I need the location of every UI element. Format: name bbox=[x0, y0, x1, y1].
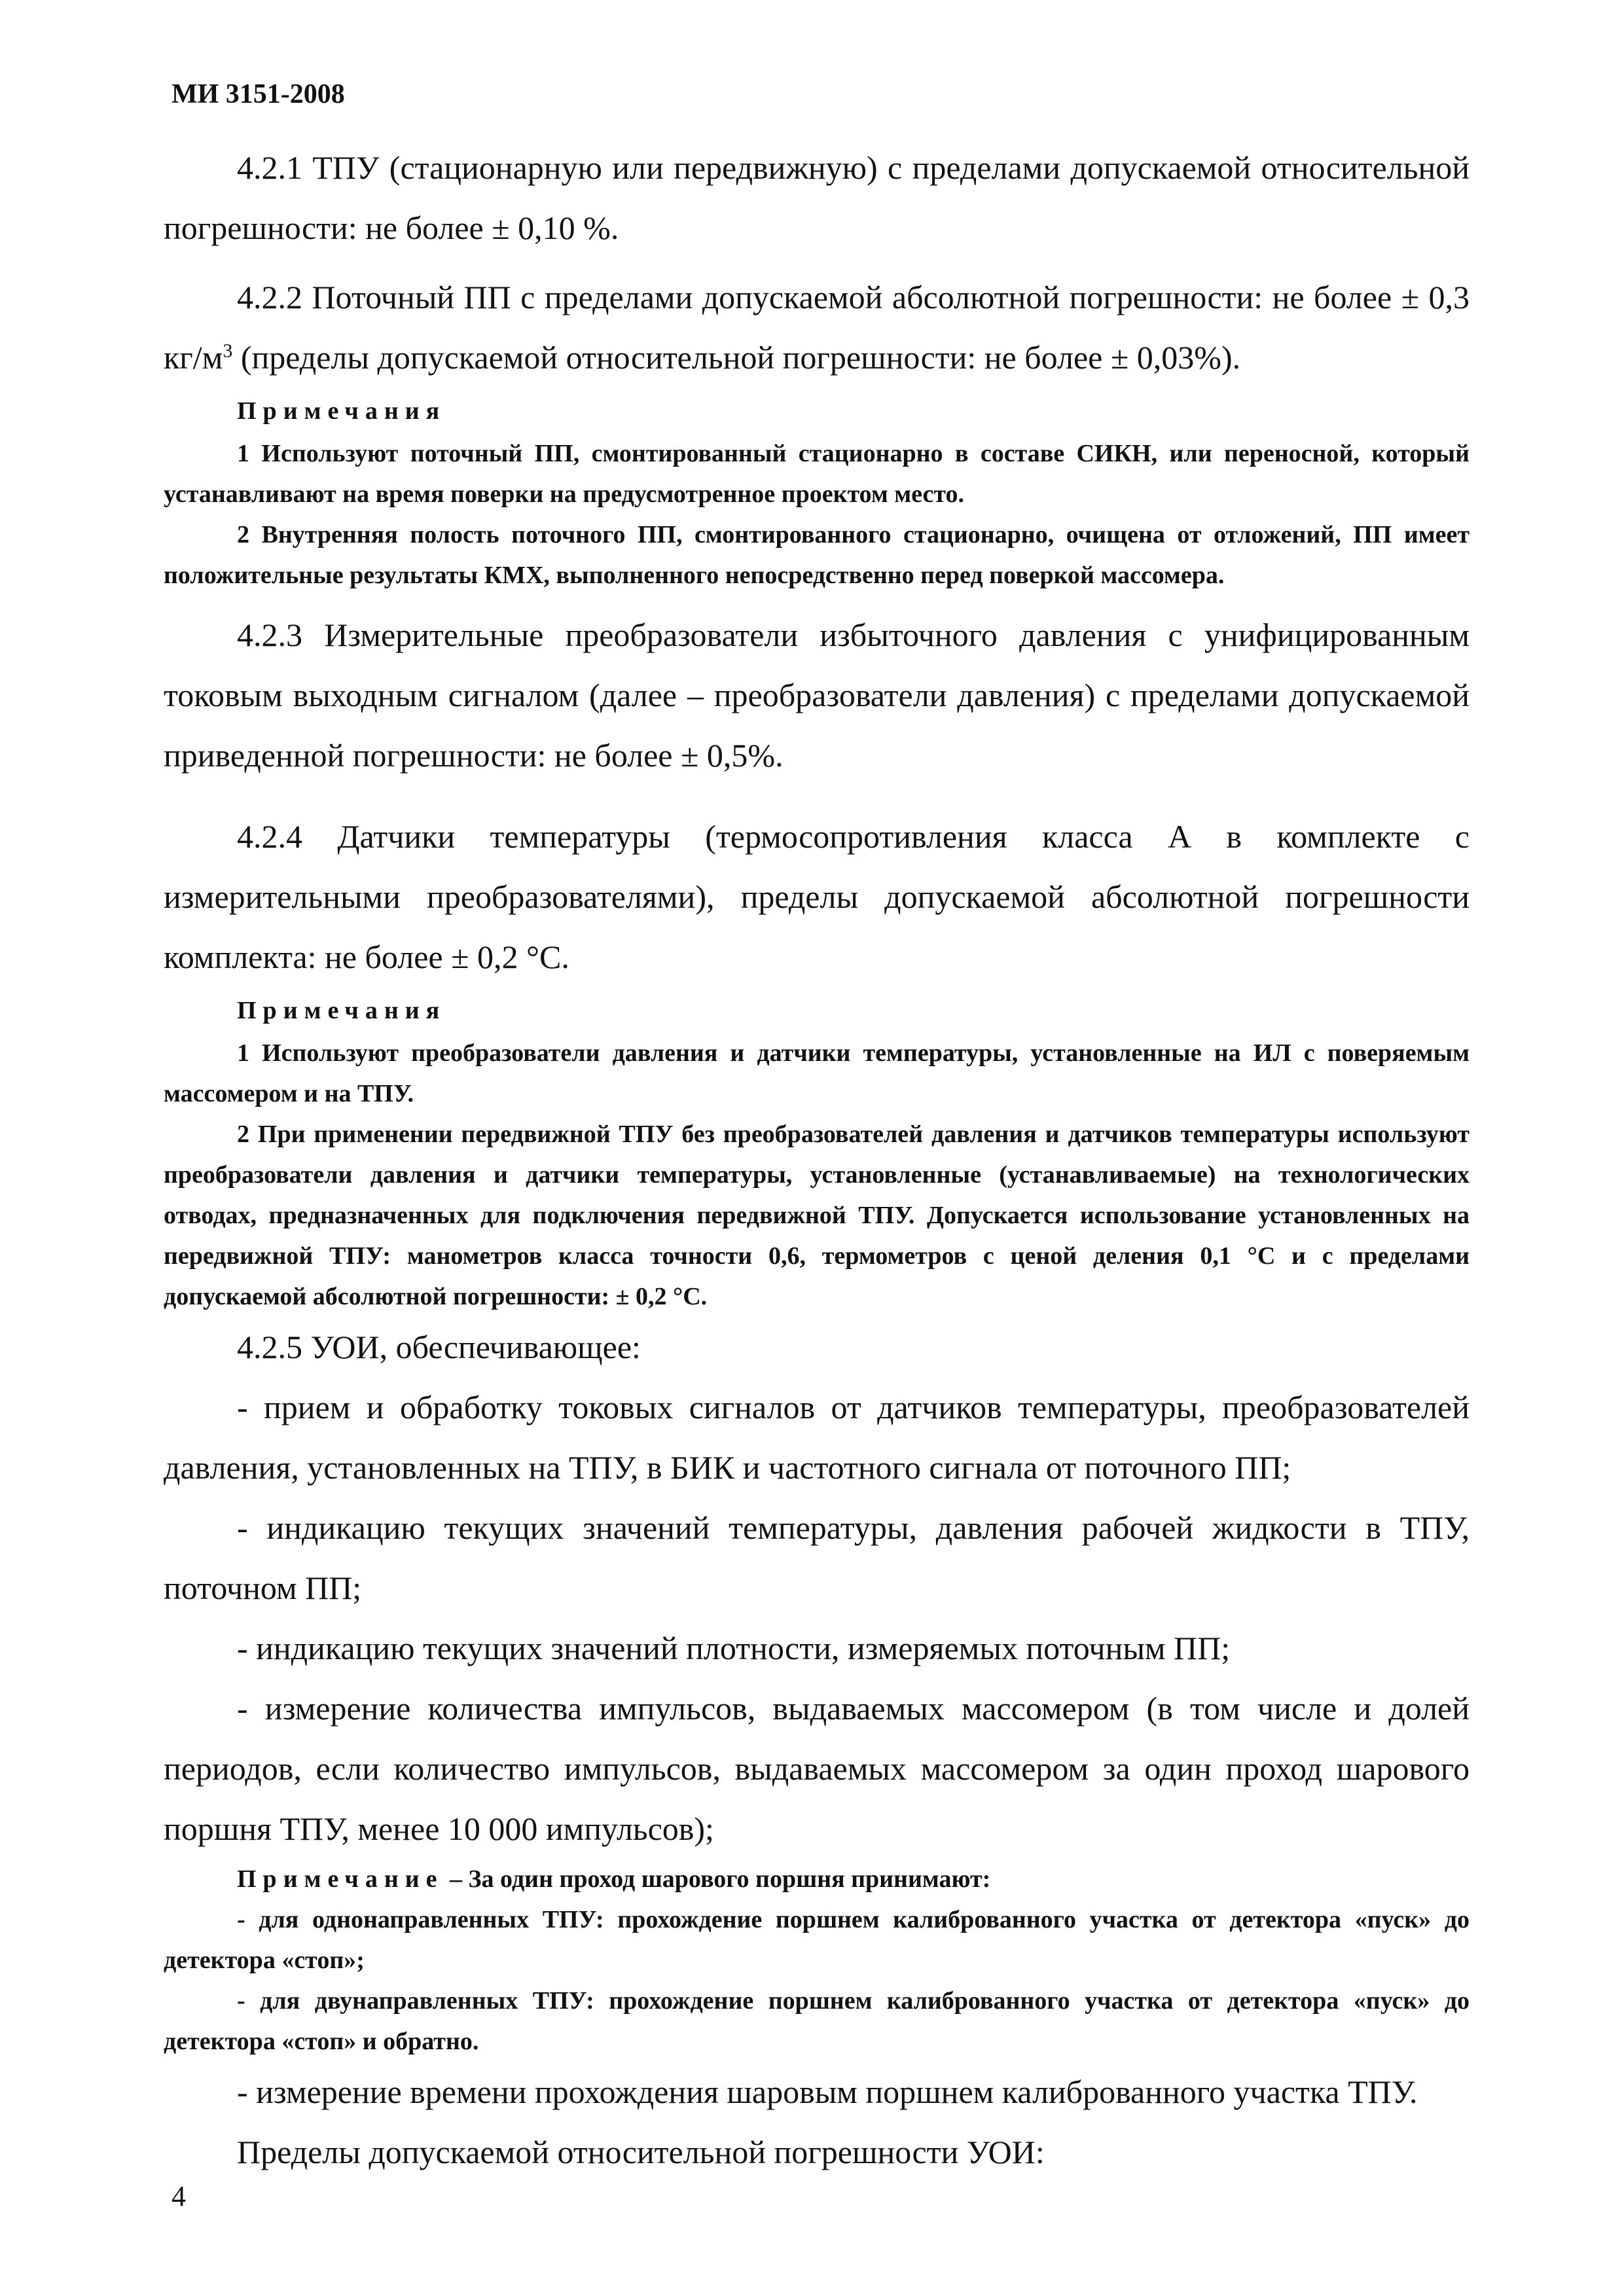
note-item: 1 Используют преобразователи давления и датчики температуры, установленные на ИЛ с поверяемым массомером и на ТПУ. bbox=[164, 1039, 1470, 1107]
note-item: 2 При применении передвижной ТПУ без преобразователей давления и датчиков температуры используют преобразователи давления и датчики температуры, установленные (устанавливаемые) на технологических отводах, предназначенных для подключения передвижной ТПУ. Допускается использование установленных на передвижной ТПУ: манометров класса точности 0,6, термометров с ценой деления 0,1 °С и с пределами допускаемой абсолютной погрешности: ± 0,2 °С. bbox=[164, 1121, 1470, 1310]
notes-heading: Примечания bbox=[237, 997, 446, 1024]
paragraph-4-2-2 bbox=[164, 267, 1470, 387]
page-number: 4 bbox=[171, 2180, 186, 2212]
document-body bbox=[164, 137, 1470, 2182]
list-item: - индикацию текущих значений плотности, измеряемых поточным ПП; bbox=[237, 1630, 1231, 1666]
note-inline bbox=[164, 1859, 1470, 1899]
list-item: - измерение времени прохождения шаровым поршнем калиброванного участка ТПУ. bbox=[237, 2073, 1418, 2110]
paragraph-4-2-2-text: 4.2.2 Поточный ПП с пределами допускаемой абсолютной погрешности: не более ± 0,3 кг/м bbox=[164, 279, 1470, 376]
note-item: 1 Используют поточный ПП, смонтированный стационарно в составе СИКН, или переносной, который устанавливают на время поверки на предусмотренное проектом место. bbox=[164, 440, 1470, 508]
list-item: - индикацию текущих значений температуры, давления рабочей жидкости в ТПУ, поточном ПП; bbox=[164, 1509, 1470, 1606]
list-item: - измерение количества импульсов, выдаваемых массомером (в том числе и долей периодов, если количество импульсов, выдаваемых массомером за один проход шарового поршня ТПУ, менее 10 000 импульсов); bbox=[164, 1690, 1470, 1847]
paragraph-limits: Пределы допускаемой относительной погрешности УОИ: bbox=[237, 2134, 1045, 2170]
paragraph-4-2-5: 4.2.5 УОИ, обеспечивающее: bbox=[237, 1329, 641, 1365]
note-item: - для однонаправленных ТПУ: прохождение поршнем калиброванного участка от детектора «пуск» до детектора «стоп»; bbox=[164, 1906, 1470, 1974]
document-header: МИ 3151-2008 bbox=[171, 79, 345, 109]
notes-heading: Примечания bbox=[237, 397, 446, 425]
superscript-3: 3 bbox=[223, 340, 233, 362]
paragraph-4-2-2-text-after: (пределы допускаемой относительной погрешности: не более ± 0,03%). bbox=[232, 339, 1241, 376]
note-item: - для двунаправленных ТПУ: прохождение поршнем калиброванного участка от детектора «пуск» до детектора «стоп» и обратно. bbox=[164, 1987, 1470, 2055]
note-item: 2 Внутренняя полость поточного ПП, смонтированного стационарно, очищена от отложений, ПП имеет положительные результаты КМХ, выполненного непосредственно перед поверкой массомера. bbox=[164, 521, 1470, 589]
paragraph-4-2-3: 4.2.3 Измерительные преобразователи избыточного давления с унифицированным токовым выходным сигналом (далее – преобразователи давления) с пределами допускаемой приведенной погрешности: не более ± 0,5%. bbox=[164, 617, 1470, 774]
paragraph-4-2-4: 4.2.4 Датчики температуры (термосопротивления класса А в комплекте с измерительными преобразователями), пределы допускаемой абсолютной погрешности комплекта: не более ± 0,2 °С. bbox=[164, 818, 1470, 975]
list-item: - прием и обработку токовых сигналов от датчиков температуры, преобразователей давления, установленных на ТПУ, в БИК и частотного сигнала от поточного ПП; bbox=[164, 1389, 1470, 1486]
note-label: Примечание bbox=[237, 1865, 444, 1893]
paragraph-4-2-1: 4.2.1 ТПУ (стационарную или передвижную) с пределами допускаемой относительной погрешности: не более ± 0,10 %. bbox=[164, 149, 1470, 246]
note-inline-text: – За один проход шарового поршня принимают: bbox=[443, 1865, 991, 1893]
